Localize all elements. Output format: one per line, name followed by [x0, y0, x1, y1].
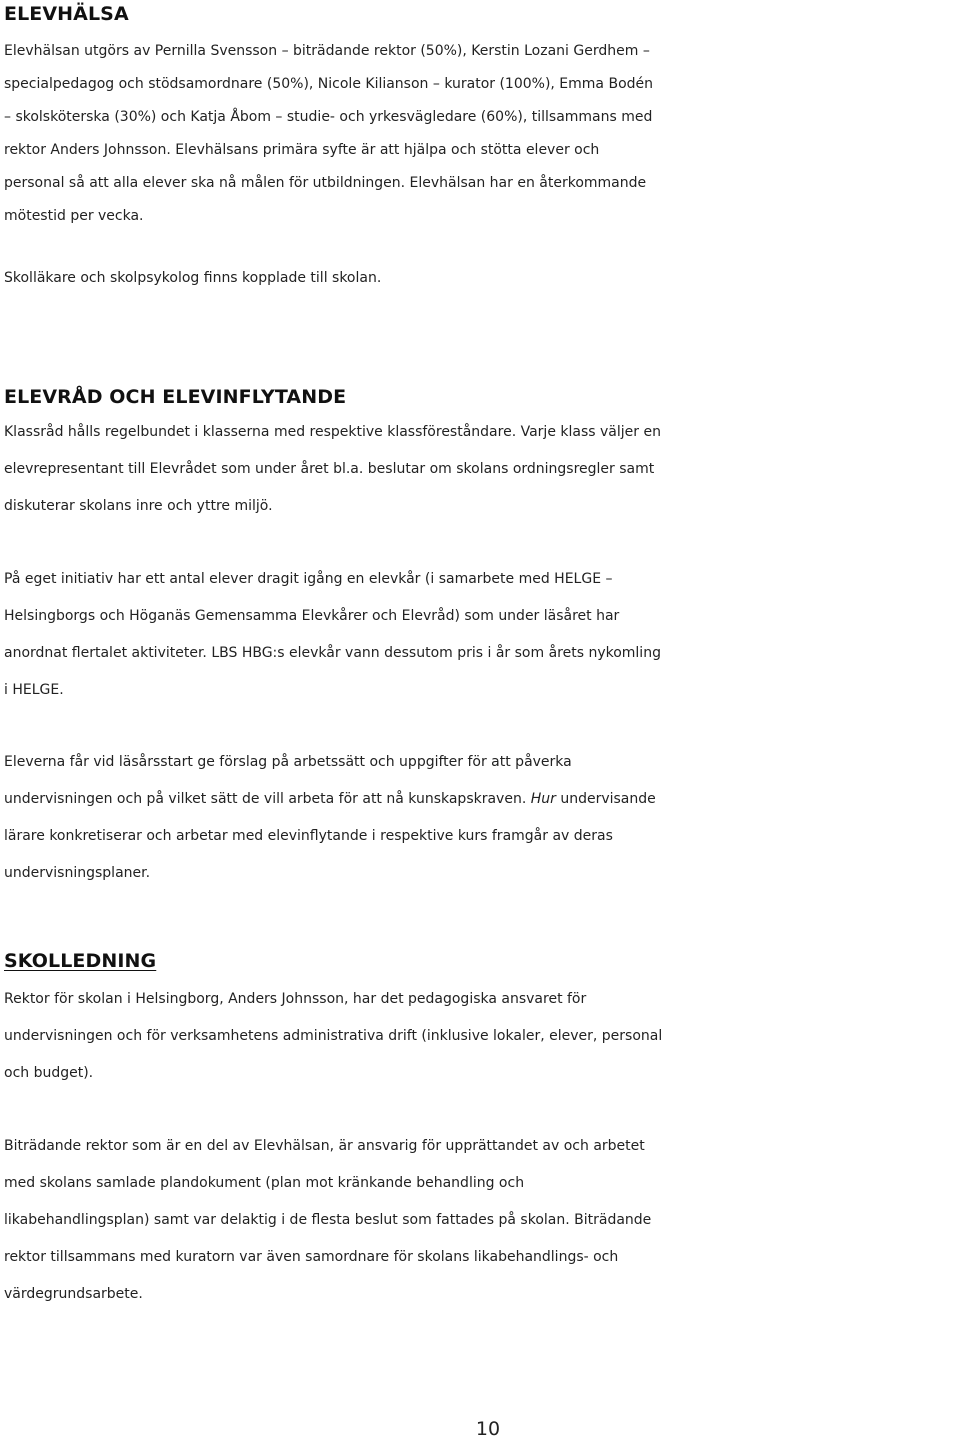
- text-line: rektor Anders Johnsson. Elevhälsans primära syfte är att hjälpa och stötta elever och: [4, 142, 600, 158]
- text-line: Helsingborgs och Höganäs Gemensamma Elevkårer och Elevråd) som under läsåret har: [4, 608, 620, 624]
- page-number: 10: [475, 1418, 501, 1440]
- text-segment: undervisningen och på vilket sätt de vill arbeta för att nå kunskapskraven.: [4, 791, 531, 807]
- elevrad-paragraph-3: [4, 744, 960, 892]
- elevrad-paragraph-2: [4, 561, 960, 709]
- text-line: specialpedagog och stödsamordnare (50%), Nicole Kilianson – kurator (100%), Emma Bodén: [4, 76, 654, 92]
- text-line: – skolsköterska (30%) och Katja Åbom – studie- och yrkesvägledare (60%), tillsammans med: [4, 109, 653, 125]
- text-line: med skolans samlade plandokument (plan mot kränkande behandling och: [4, 1175, 525, 1191]
- text-line: elevrepresentant till Elevrådet som under året bl.a. beslutar om skolans ordningsregler samt: [4, 461, 655, 477]
- elevhalsa-paragraph: [4, 35, 960, 233]
- section-heading-skolledning: SKOLLEDNING: [4, 950, 157, 972]
- italic-word: Hur: [530, 791, 556, 807]
- text-segment: undervisande: [555, 791, 656, 807]
- text-line: Klassråd hålls regelbundet i klasserna med respektive klassföreståndare. Varje klass väljer en: [4, 424, 661, 440]
- section-heading-elevrad: ELEVRÅD OCH ELEVINFLYTANDE: [4, 386, 347, 408]
- text-line: i HELGE.: [4, 682, 64, 698]
- text-line: och budget).: [4, 1065, 94, 1081]
- text-line: anordnat flertalet aktiviteter. LBS HBG:s elevkår vann dessutom pris i år som årets nykomling: [4, 645, 661, 661]
- elevhalsa-paragraph-2: [4, 262, 960, 295]
- text-line: personal så att alla elever ska nå målen för utbildningen. Elevhälsan har en återkommande: [4, 175, 647, 191]
- skolledning-paragraph-2: [4, 1128, 960, 1313]
- text-line: Eleverna får vid läsårsstart ge förslag på arbetssätt och uppgifter för att påverka: [4, 754, 572, 770]
- text-line: mötestid per vecka.: [4, 208, 144, 224]
- text-line: undervisningsplaner.: [4, 865, 151, 881]
- text-line: På eget initiativ har ett antal elever dragit igång en elevkår (i samarbete med HELGE –: [4, 571, 613, 587]
- text-line: värdegrundsarbete.: [4, 1286, 143, 1302]
- text-line: [4, 781, 960, 818]
- text-line: likabehandlingsplan) samt var delaktig i de flesta beslut som fattades på skolan. Biträdande: [4, 1212, 652, 1228]
- text-line: Rektor för skolan i Helsingborg, Anders Johnsson, har det pedagogiska ansvaret för: [4, 991, 587, 1007]
- skolledning-paragraph-1: [4, 981, 960, 1092]
- text-line: Biträdande rektor som är en del av Elevhälsan, är ansvarig för upprättandet av och arbetet: [4, 1138, 645, 1154]
- text-line: Elevhälsan utgörs av Pernilla Svensson – biträdande rektor (50%), Kerstin Lozani Gerdhem –: [4, 43, 650, 59]
- text-line: diskuterar skolans inre och yttre miljö.: [4, 498, 273, 514]
- text-line: lärare konkretiserar och arbetar med elevinflytande i respektive kurs framgår av deras: [4, 828, 613, 844]
- elevrad-paragraph-1: [4, 414, 960, 525]
- section-heading-elevhalsa: ELEVHÄLSA: [4, 3, 129, 25]
- text-line: undervisningen och för verksamhetens administrativa drift (inklusive lokaler, elever, personal: [4, 1028, 663, 1044]
- text-line: Skolläkare och skolpsykolog finns kopplade till skolan.: [4, 270, 382, 286]
- text-line: rektor tillsammans med kuratorn var även samordnare för skolans likabehandlings- och: [4, 1249, 619, 1265]
